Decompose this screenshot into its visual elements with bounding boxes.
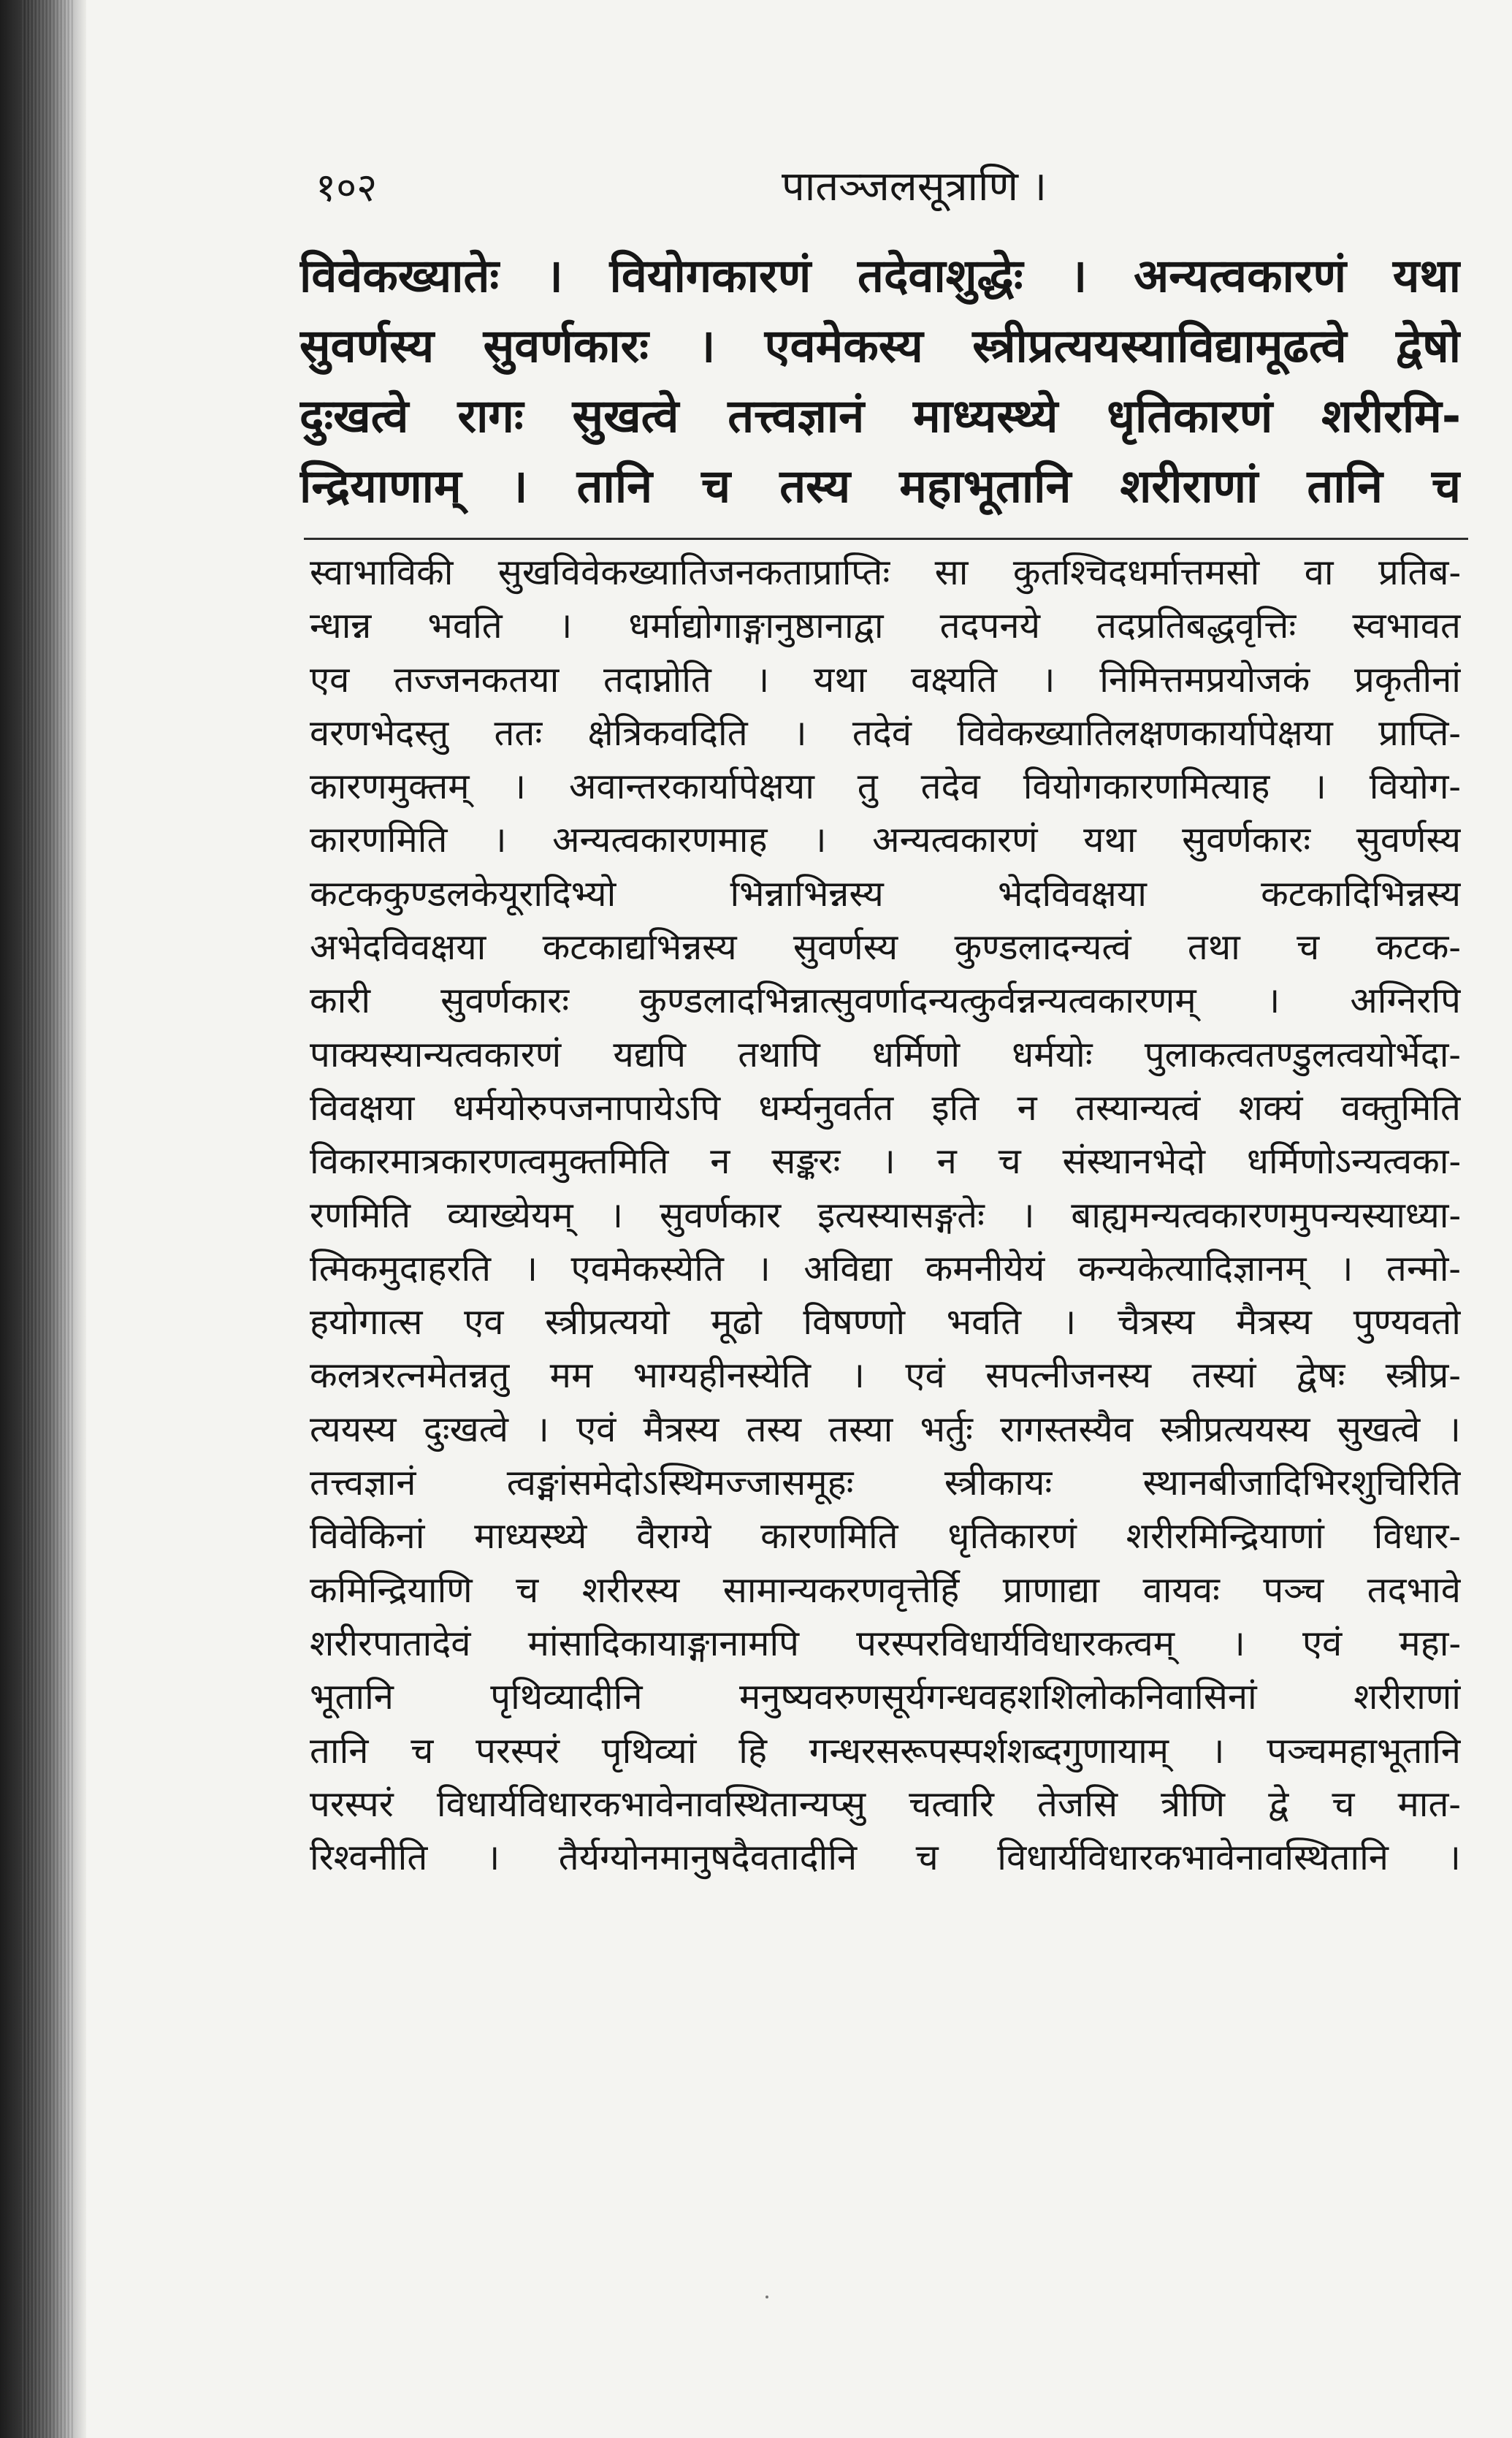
- commentary-line: विवक्षया धर्मयोरुपजनापायेऽपि धर्म्यनुवर्तत इति न तस्यान्यत्वं शक्यं वक्तुमिति: [310, 1086, 1461, 1129]
- commentary-block: [292, 546, 1468, 1884]
- sutra-line: न्द्रियाणाम् । तानि च तस्य महाभूतानि शरीराणां तानि च: [299, 460, 1461, 513]
- commentary-line: भूतानि पृथिव्यादीनि मनुष्यवरुणसूर्यगन्धवहशशिलोकनिवासिनां शरीराणां: [310, 1676, 1461, 1718]
- commentary-line: शरीरपातादेवं मांसादिकायाङ्गानामपि परस्परविधार्यविधारकत्वम् । एवं महा-: [310, 1622, 1461, 1664]
- commentary-line: कलत्ररत्नमेतन्नतु मम भाग्यहीनस्येति । एवं सपत्नीजनस्य तस्यां द्वेषः स्त्रीप्र-: [310, 1355, 1461, 1397]
- commentary-line: कारणमुक्तम् । अवान्तरकार्यापेक्षया तु तदेव वियोगकारणमित्याह । वियोग-: [310, 766, 1461, 808]
- commentary-line: कटककुण्डलकेयूरादिभ्यो भिन्नाभिन्नस्य भेदविवक्षया कटकादिभिन्नस्य: [310, 872, 1461, 915]
- commentary-line: कारणमिति । अन्यत्वकारणमाह । अन्यत्वकारणं यथा सुवर्णकारः सुवर्णस्य: [310, 819, 1461, 861]
- binding-texture: [22, 0, 73, 2438]
- section-divider: [304, 538, 1468, 540]
- commentary-line: अभेदविवक्षया कटकाद्यभिन्नस्य सुवर्णस्य कुण्डलादन्यत्वं तथा च कटक-: [310, 926, 1461, 969]
- commentary-line: हयोगात्स एव स्त्रीप्रत्ययो मूढो विषण्णो भवति । चैत्रस्य मैत्रस्य पुण्यवतो: [310, 1301, 1461, 1344]
- scan-speck: [765, 2296, 768, 2298]
- commentary-line: पाक्यस्यान्यत्वकारणं यद्यपि तथापि धर्मिणो धर्मयोः पुलाकत्वतण्डुलत्वयोर्भेदा-: [310, 1033, 1461, 1075]
- commentary-line: रणमिति व्याख्येयम् । सुवर्णकार इत्यस्यासङ्गतेः । बाह्यमन्यत्वकारणमुपन्यस्याध्या-: [310, 1194, 1461, 1236]
- commentary-line: एव तज्जनकतया तदाप्नोति । यथा वक्ष्यति । निमित्तमप्रयोजकं प्रकृतीनां: [310, 658, 1461, 701]
- commentary-line: परस्परं विधार्यविधारकभावेनावस्थितान्यप्सु चत्वारि तेजसि त्रीणि द्वे च मात-: [310, 1783, 1461, 1825]
- commentary-line: त्मिकमुदाहरति । एवमेकस्येति । अविद्या कमनीयेयं कन्यकेत्यादिज्ञानम् । तन्मो-: [310, 1247, 1461, 1290]
- commentary-line: रिश्वनीति । तैर्यग्योनमानुषदैवतादीनि च विधार्यविधारकभावेनावस्थितानि ।: [310, 1837, 1461, 1879]
- commentary-line: विकारमात्रकारणत्वमुक्तमिति न सङ्करः । न च संस्थानभेदो धर्मिणोऽन्यत्वका-: [310, 1140, 1461, 1183]
- page-header: [292, 161, 1468, 241]
- running-title: पातञ्जलसूत्राणि ।: [782, 163, 1047, 210]
- sutra-line: दुःखत्वे रागः सुखत्वे तत्त्वज्ञानं माध्यस्थ्ये धृतिकारणं शरीरमि-: [299, 389, 1461, 443]
- sutra-line: सुवर्णस्य सुवर्णकारः । एवमेकस्य स्त्रीप्रत्ययस्याविद्यामूढत्वे द्वेषो: [299, 319, 1461, 373]
- page-number: १०२: [316, 164, 378, 210]
- sutra-text-block: [292, 241, 1468, 522]
- commentary-line: तत्त्वज्ञानं त्वङ्मांसमेदोऽस्थिमज्जासमूहः स्त्रीकायः स्थानबीजादिभिरशुचिरिति: [310, 1462, 1461, 1504]
- commentary-line: विवेकिनां माध्यस्थ्ये वैराग्ये कारणमिति धृतिकारणं शरीरमिन्द्रियाणां विधार-: [310, 1515, 1461, 1558]
- commentary-line: कमिन्द्रियाणि च शरीरस्य सामान्यकरणवृत्तेर्हि प्राणाद्या वायवः पञ्च तदभावे: [310, 1569, 1461, 1611]
- commentary-line: तानि च परस्परं पृथिव्यां हि गन्धरसरूपस्पर्शशब्दगुणायाम् । पञ्चमहाभूतानि: [310, 1729, 1461, 1772]
- commentary-line: वरणभेदस्तु ततः क्षेत्रिकवदिति । तदेवं विवेकख्यातिलक्षणकार्यापेक्षया प्राप्ति-: [310, 712, 1461, 754]
- commentary-line: न्धान्न भवति । धर्माद्योगाङ्गानुष्ठानाद्वा तदपनये तदप्रतिबद्धवृत्तिः स्वभावत: [310, 605, 1461, 647]
- sutra-line: विवेकख्यातेः । वियोगकारणं तदेवाशुद्धेः । अन्यत्वकारणं यथा: [299, 249, 1461, 302]
- commentary-line: कारी सुवर्णकारः कुण्डलादभिन्नात्सुवर्णादन्यत्कुर्वन्नन्यत्वकारणम् । अग्निरपि: [310, 980, 1461, 1022]
- commentary-line: त्ययस्य दुःखत्वे । एवं मैत्रस्य तस्य तस्या भर्तुः रागस्तस्यैव स्त्रीप्रत्ययस्य सुखत्वे ।: [310, 1408, 1461, 1450]
- book-page: [292, 161, 1468, 2367]
- commentary-line: स्वाभाविकी सुखविवेकख्यातिजनकताप्राप्तिः सा कुतश्चिदधर्मात्तमसो वा प्रतिब-: [310, 552, 1461, 593]
